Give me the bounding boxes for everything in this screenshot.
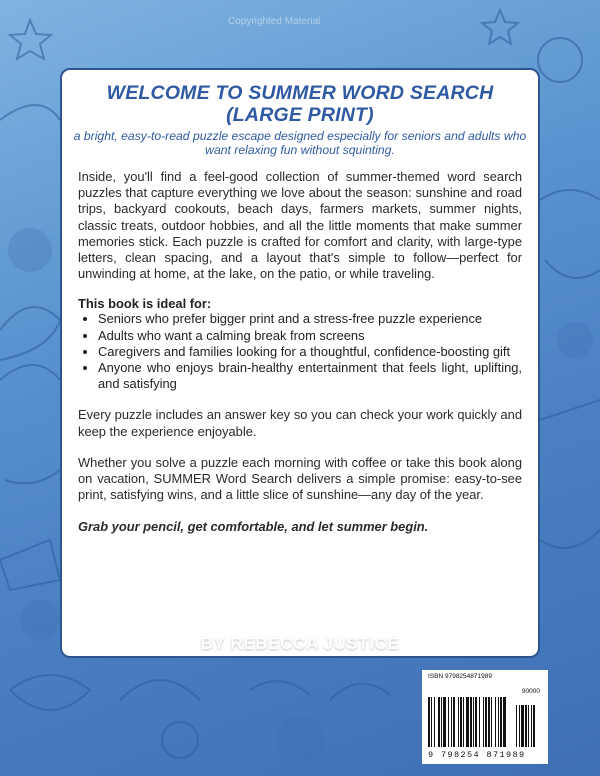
ideal-for-list [78,311,522,392]
barcode-bar [483,697,484,747]
answer-key-paragraph: Every puzzle includes an answer key so you can check your work quickly and keep the experience enjoyable. [78,407,522,439]
barcode-bar [448,697,449,747]
barcode-bar [451,697,452,747]
book-subtitle: a bright, easy-to-read puzzle escape designed especially for seniors and adults who want relaxing fun without squinting. [73,129,527,157]
description-panel [60,68,540,658]
isbn-label: ISBN 9798254871989 [428,673,492,680]
list-item: • Seniors who prefer bigger print and a stress-free puzzle experience [98,311,522,327]
closing-line: Grab your pencil, get comfortable, and let summer begin. [78,519,429,535]
barcode-bar [463,697,464,747]
barcode-bar [438,697,440,747]
barcode-bar [470,697,472,747]
barcode-bar [528,705,529,747]
list-item: • Anyone who enjoys brain-healthy entertainment that feels light, uplifting, and satisfying [98,360,522,392]
barcode-bar [500,697,502,747]
book-title: WELCOME TO SUMMER WORD SEARCH (LARGE PRINT) [106,82,494,126]
barcode-bar [466,697,469,747]
barcode-bar [475,697,477,747]
barcode-bars [428,697,542,747]
barcode-bar [525,705,527,747]
isbn-digits: 9 798254 871989 [428,750,526,760]
list-item: • Caregivers and families looking for a thoughtful, confidence-boosting gift [98,344,522,360]
ideal-for-heading: This book is ideal for: [78,296,212,312]
barcode-bar [491,697,492,747]
barcode-bar [531,705,532,747]
barcode-bar [453,697,455,747]
promise-paragraph: Whether you solve a puzzle each morning with coffee or take this book along on vacation, SUMMER Word Search delivers a simple promise: easy-to-see print, satisfying wins, and a little slice of sunshine—any day of the year. [78,454,522,503]
barcode-bar [431,697,432,747]
barcode-bar [434,697,435,747]
list-item: • Adults who want a calming break from screens [98,328,522,344]
barcode-bar [473,697,474,747]
barcode-bar [519,705,520,747]
barcode-bar [441,697,442,747]
barcode-bar [516,705,517,747]
barcode-bar [458,697,459,747]
barcode-bar [498,697,499,747]
barcode-bar [488,697,490,747]
isbn-barcode [422,670,548,764]
barcode-bar [443,697,446,747]
copyright-watermark: Copyrighted Material [228,16,321,27]
barcode-bar [503,697,506,747]
barcode-bar [460,697,462,747]
barcode-bar [495,697,496,747]
price-code: 90000 [521,688,540,695]
barcode-bar [521,705,524,747]
barcode-bar [428,697,430,747]
barcode-bar [533,705,535,747]
author-line: BY REBECCA JUSTICE [200,634,400,653]
barcode-bar [485,697,487,747]
barcode-bar [479,697,480,747]
intro-paragraph: Inside, you'll find a feel-good collection of summer-themed word search puzzles that capture everything we love about the season: sunshine and road trips, backyard cookouts, beach days, farmers markets, summer nights, classic treats, outdoor hobbies, and all the little moments that make summer memories stick. Each puzzle is crafted for comfort and clarity, with large-type letters, clean spacing, and a layout that's simple to follow—perfect for unwinding at home, at the lake, on the patio, or while traveling. [78,169,522,282]
